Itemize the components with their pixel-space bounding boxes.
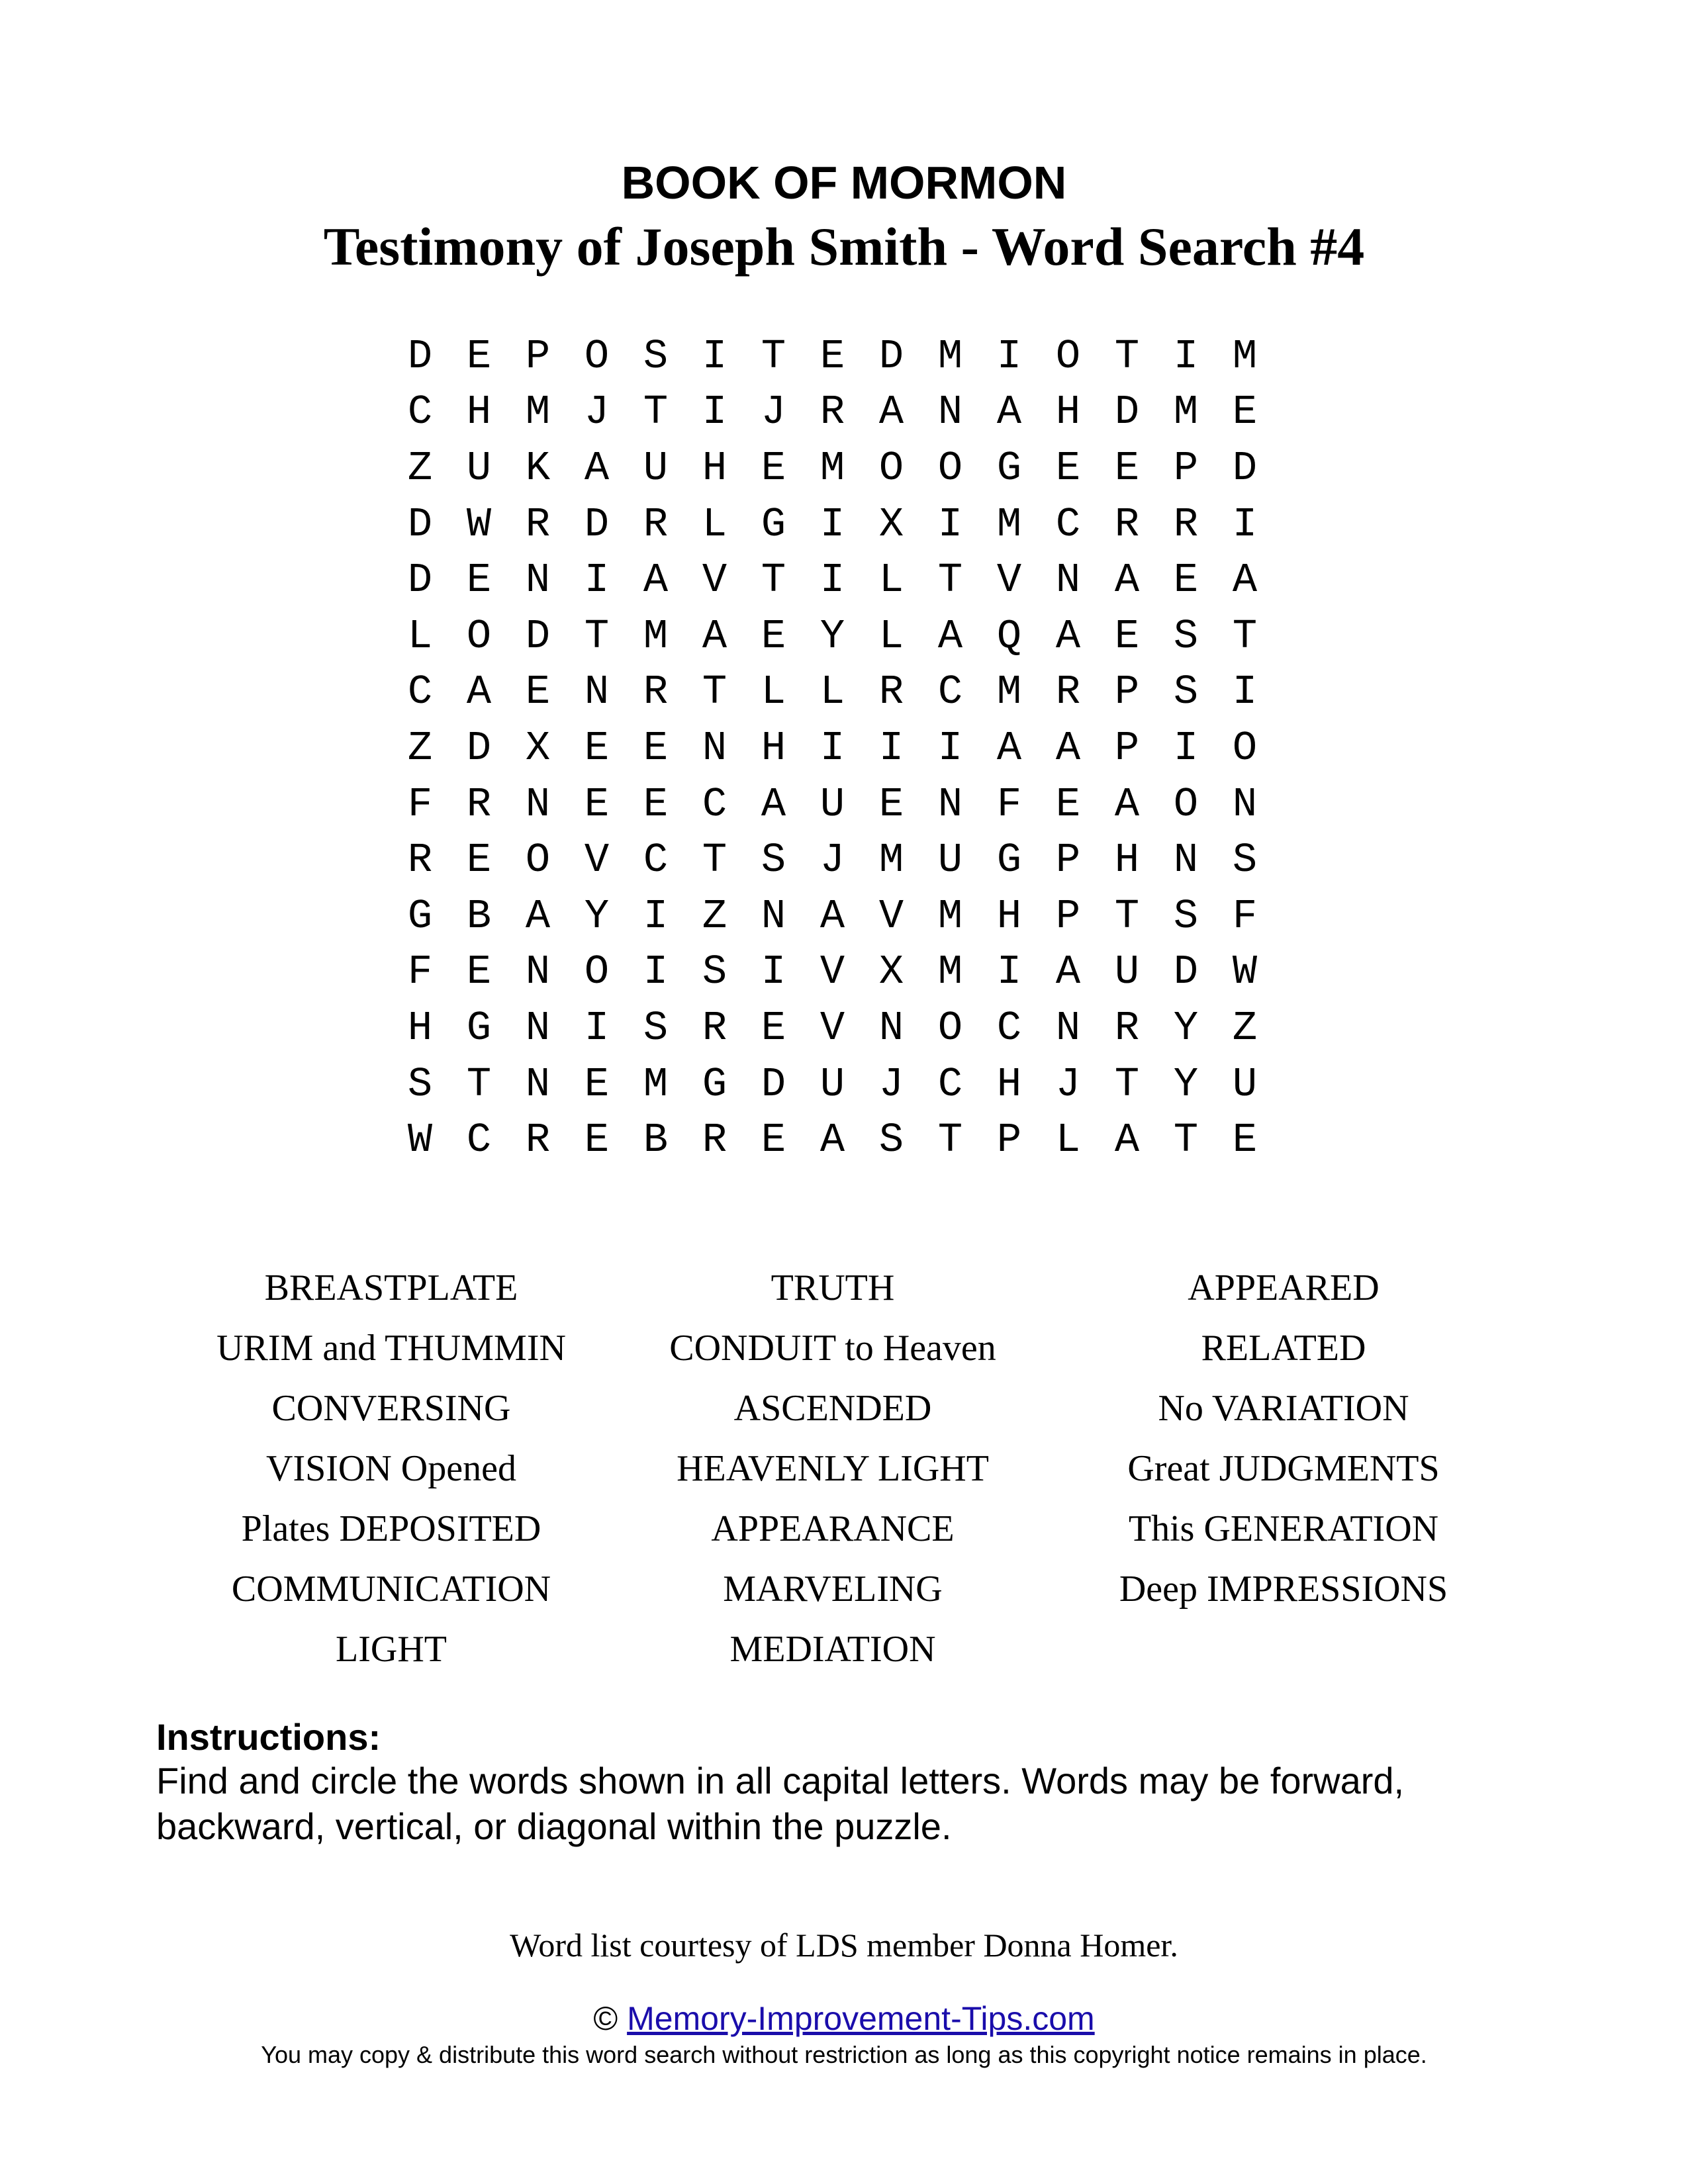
grid-letter: A <box>1114 780 1140 828</box>
grid-letter: H <box>1055 388 1081 436</box>
grid-letter: C <box>407 668 433 716</box>
grid-letter: I <box>820 500 845 548</box>
grid-letter: I <box>878 724 904 772</box>
grid-letter: I <box>643 892 669 940</box>
grid-letter: M <box>937 892 963 940</box>
grid-letter: I <box>1232 500 1258 548</box>
grid-letter: A <box>996 388 1022 436</box>
grid-letter: R <box>466 780 492 828</box>
word-item: URIM and THUMMIN <box>216 1328 566 1369</box>
word-item: CONDUIT to Heaven <box>669 1328 996 1369</box>
grid-letter: U <box>643 444 669 492</box>
grid-letter: I <box>996 332 1022 380</box>
grid-letter: S <box>643 332 669 380</box>
grid-letter: A <box>820 892 845 940</box>
word-item: MARVELING <box>723 1569 943 1610</box>
grid-letter: I <box>702 332 727 380</box>
grid-letter: I <box>584 1004 610 1052</box>
grid-letter: V <box>702 557 727 604</box>
grid-letter: L <box>761 668 786 716</box>
grid-letter: V <box>584 837 610 884</box>
grid-letter: P <box>525 332 551 380</box>
grid-letter: R <box>1173 500 1199 548</box>
grid-letter: O <box>878 444 904 492</box>
word-item: VISION Opened <box>266 1448 516 1489</box>
grid-letter: E <box>584 780 610 828</box>
grid-row <box>391 608 1274 664</box>
grid-letter: P <box>1114 668 1140 716</box>
grid-letter: U <box>1232 1060 1258 1108</box>
grid-letter: O <box>584 948 610 996</box>
grid-letter: G <box>761 500 786 548</box>
grid-letter: N <box>525 948 551 996</box>
grid-letter: T <box>937 1116 963 1164</box>
grid-letter: Z <box>1232 1004 1258 1052</box>
grid-letter: D <box>407 557 433 604</box>
grid-letter: I <box>761 948 786 996</box>
grid-letter: E <box>1232 388 1258 436</box>
grid-letter: C <box>996 1004 1022 1052</box>
grid-row <box>391 385 1274 441</box>
grid-letter: O <box>525 837 551 884</box>
grid-letter: M <box>525 388 551 436</box>
grid-letter: S <box>761 837 786 884</box>
grid-letter: U <box>1114 948 1140 996</box>
grid-letter: I <box>937 500 963 548</box>
word-list-column-3 <box>1032 1261 1535 1623</box>
grid-letter: R <box>643 500 669 548</box>
grid-letter: A <box>1232 557 1258 604</box>
word-item: APPEARED <box>1188 1267 1380 1308</box>
grid-letter: R <box>1114 500 1140 548</box>
grid-letter: X <box>878 948 904 996</box>
grid-letter: P <box>1173 444 1199 492</box>
grid-letter: G <box>466 1004 492 1052</box>
grid-letter: A <box>761 780 786 828</box>
grid-letter: N <box>525 1004 551 1052</box>
grid-letter: B <box>466 892 492 940</box>
instructions-heading: Instructions: <box>156 1716 381 1758</box>
grid-letter: S <box>702 948 727 996</box>
grid-letter: E <box>643 724 669 772</box>
grid-letter: E <box>761 444 786 492</box>
grid-letter: Y <box>820 612 845 660</box>
grid-letter: A <box>878 388 904 436</box>
grid-letter: R <box>702 1004 727 1052</box>
grid-letter: I <box>820 724 845 772</box>
word-list-column-2 <box>581 1261 1084 1683</box>
grid-letter: R <box>820 388 845 436</box>
grid-letter: N <box>1055 1004 1081 1052</box>
grid-letter: I <box>996 948 1022 996</box>
grid-letter: M <box>937 948 963 996</box>
grid-letter: D <box>466 724 492 772</box>
grid-letter: T <box>702 837 727 884</box>
grid-letter: I <box>937 724 963 772</box>
word-item: Great JUDGMENTS <box>1127 1448 1440 1489</box>
grid-letter: A <box>1114 1116 1140 1164</box>
grid-letter: T <box>1114 892 1140 940</box>
word-list-column-1 <box>140 1261 643 1683</box>
grid-letter: P <box>1114 724 1140 772</box>
grid-letter: M <box>878 837 904 884</box>
grid-letter: A <box>1055 724 1081 772</box>
grid-letter: C <box>1055 500 1081 548</box>
grid-letter: S <box>878 1116 904 1164</box>
grid-letter: B <box>643 1116 669 1164</box>
grid-row <box>391 776 1274 833</box>
grid-letter: T <box>1114 1060 1140 1108</box>
grid-letter: J <box>820 837 845 884</box>
credit-line: Word list courtesy of LDS member Donna Homer. <box>510 1927 1178 1964</box>
word-item: LIGHT <box>336 1629 447 1670</box>
grid-letter: L <box>407 612 433 660</box>
grid-letter: M <box>1173 388 1199 436</box>
grid-letter: S <box>1232 837 1258 884</box>
grid-letter: R <box>702 1116 727 1164</box>
grid-letter: M <box>643 1060 669 1108</box>
grid-letter: R <box>1055 668 1081 716</box>
grid-letter: S <box>1173 612 1199 660</box>
grid-letter: R <box>643 668 669 716</box>
grid-row <box>391 1056 1274 1113</box>
grid-letter: A <box>702 612 727 660</box>
grid-letter: I <box>820 557 845 604</box>
grid-letter: X <box>525 724 551 772</box>
grid-letter: E <box>820 332 845 380</box>
grid-letter: W <box>407 1116 433 1164</box>
grid-letter: E <box>761 1116 786 1164</box>
grid-letter: G <box>996 837 1022 884</box>
grid-letter: M <box>996 668 1022 716</box>
grid-letter: H <box>996 1060 1022 1108</box>
grid-row <box>391 720 1274 776</box>
grid-letter: Y <box>584 892 610 940</box>
grid-letter: V <box>996 557 1022 604</box>
grid-letter: E <box>584 1060 610 1108</box>
grid-row <box>391 552 1274 608</box>
grid-letter: A <box>996 724 1022 772</box>
grid-letter: H <box>702 444 727 492</box>
letter-grid <box>391 328 1274 1168</box>
grid-letter: J <box>1055 1060 1081 1108</box>
grid-letter: D <box>407 500 433 548</box>
grid-letter: H <box>996 892 1022 940</box>
grid-letter: M <box>996 500 1022 548</box>
grid-letter: K <box>525 444 551 492</box>
grid-letter: C <box>937 1060 963 1108</box>
grid-letter: D <box>878 332 904 380</box>
grid-letter: V <box>820 1004 845 1052</box>
grid-letter: T <box>466 1060 492 1108</box>
word-item: RELATED <box>1201 1328 1366 1369</box>
site-link[interactable]: Memory-Improvement-Tips.com <box>627 2000 1095 2037</box>
grid-letter: G <box>702 1060 727 1108</box>
grid-letter: T <box>761 557 786 604</box>
grid-letter: J <box>584 388 610 436</box>
grid-letter: J <box>878 1060 904 1108</box>
grid-letter: E <box>584 1116 610 1164</box>
grid-row <box>391 440 1274 496</box>
word-item: CONVERSING <box>271 1388 511 1429</box>
grid-letter: F <box>996 780 1022 828</box>
grid-letter: E <box>1114 612 1140 660</box>
word-item: ASCENDED <box>733 1388 932 1429</box>
grid-letter: E <box>466 948 492 996</box>
grid-letter: S <box>407 1060 433 1108</box>
grid-letter: I <box>1173 332 1199 380</box>
grid-letter: A <box>1055 948 1081 996</box>
word-item: Deep IMPRESSIONS <box>1119 1569 1448 1610</box>
grid-letter: V <box>878 892 904 940</box>
grid-letter: G <box>996 444 1022 492</box>
grid-row <box>391 944 1274 1001</box>
grid-letter: O <box>1173 780 1199 828</box>
grid-letter: C <box>407 388 433 436</box>
grid-letter: E <box>878 780 904 828</box>
word-item: HEAVENLY LIGHT <box>677 1448 989 1489</box>
grid-letter: E <box>643 780 669 828</box>
grid-row <box>391 496 1274 553</box>
grid-letter: E <box>761 612 786 660</box>
grid-letter: S <box>643 1004 669 1052</box>
grid-letter: E <box>1173 557 1199 604</box>
grid-letter: M <box>1232 332 1258 380</box>
grid-letter: H <box>761 724 786 772</box>
grid-letter: T <box>584 612 610 660</box>
grid-letter: A <box>584 444 610 492</box>
grid-letter: E <box>1114 444 1140 492</box>
grid-letter: E <box>584 724 610 772</box>
word-item: TRUTH <box>771 1267 895 1308</box>
grid-letter: X <box>878 500 904 548</box>
grid-letter: L <box>702 500 727 548</box>
grid-letter: I <box>584 557 610 604</box>
grid-letter: M <box>820 444 845 492</box>
grid-letter: N <box>1173 837 1199 884</box>
grid-letter: T <box>702 668 727 716</box>
grid-letter: D <box>1173 948 1199 996</box>
grid-letter: H <box>407 1004 433 1052</box>
grid-letter: N <box>937 780 963 828</box>
grid-letter: U <box>937 837 963 884</box>
grid-letter: E <box>466 557 492 604</box>
copyright-symbol: © <box>593 2000 618 2037</box>
grid-letter: W <box>1232 948 1258 996</box>
grid-letter: C <box>702 780 727 828</box>
grid-letter: O <box>466 612 492 660</box>
grid-letter: L <box>878 557 904 604</box>
grid-letter: U <box>466 444 492 492</box>
grid-letter: O <box>584 332 610 380</box>
grid-letter: R <box>1114 1004 1140 1052</box>
grid-letter: S <box>1173 892 1199 940</box>
grid-letter: T <box>1114 332 1140 380</box>
grid-letter: E <box>466 837 492 884</box>
grid-letter: C <box>937 668 963 716</box>
copyright-line <box>0 1997 1688 2040</box>
grid-letter: A <box>820 1116 845 1164</box>
grid-letter: A <box>525 892 551 940</box>
word-item: No VARIATION <box>1158 1388 1409 1429</box>
grid-row <box>391 1000 1274 1056</box>
grid-letter: N <box>525 780 551 828</box>
grid-row <box>391 1112 1274 1168</box>
grid-letter: H <box>466 388 492 436</box>
grid-letter: N <box>702 724 727 772</box>
page-subtitle: Testimony of Joseph Smith - Word Search #4 <box>323 216 1365 277</box>
grid-letter: V <box>820 948 845 996</box>
grid-letter: L <box>878 612 904 660</box>
grid-letter: P <box>1055 892 1081 940</box>
grid-letter: F <box>407 948 433 996</box>
grid-letter: O <box>937 1004 963 1052</box>
grid-letter: R <box>525 500 551 548</box>
grid-letter: H <box>1114 837 1140 884</box>
grid-letter: I <box>1173 724 1199 772</box>
grid-letter: L <box>1055 1116 1081 1164</box>
grid-letter: Y <box>1173 1060 1199 1108</box>
grid-letter: S <box>1173 668 1199 716</box>
grid-letter: E <box>1055 444 1081 492</box>
grid-letter: R <box>407 837 433 884</box>
grid-letter: E <box>1055 780 1081 828</box>
grid-letter: G <box>407 892 433 940</box>
grid-letter: N <box>525 1060 551 1108</box>
grid-letter: C <box>466 1116 492 1164</box>
grid-letter: T <box>1173 1116 1199 1164</box>
grid-letter: N <box>584 668 610 716</box>
grid-letter: Y <box>1173 1004 1199 1052</box>
grid-letter: A <box>466 668 492 716</box>
grid-letter: D <box>1232 444 1258 492</box>
instructions-text: Find and circle the words shown in all capital letters. Words may be forward, backward, vertical, or diagonal within the puzzle. <box>156 1760 1405 1847</box>
grid-row <box>391 832 1274 888</box>
grid-letter: P <box>996 1116 1022 1164</box>
grid-letter: E <box>1232 1116 1258 1164</box>
grid-letter: P <box>1055 837 1081 884</box>
word-item: BREASTPLATE <box>264 1267 518 1308</box>
grid-letter: A <box>937 612 963 660</box>
grid-row <box>391 328 1274 385</box>
grid-row <box>391 888 1274 944</box>
grid-letter: O <box>1232 724 1258 772</box>
grid-letter: T <box>937 557 963 604</box>
grid-letter: D <box>1114 388 1140 436</box>
grid-letter: N <box>1232 780 1258 828</box>
grid-letter: J <box>761 388 786 436</box>
grid-letter: M <box>937 332 963 380</box>
grid-letter: D <box>525 612 551 660</box>
grid-letter: E <box>525 668 551 716</box>
grid-letter: I <box>643 948 669 996</box>
word-item: APPEARANCE <box>711 1508 955 1549</box>
grid-letter: T <box>761 332 786 380</box>
grid-letter: I <box>702 388 727 436</box>
grid-letter: T <box>1232 612 1258 660</box>
word-item: MEDIATION <box>729 1629 936 1670</box>
grid-letter: Z <box>407 444 433 492</box>
page-title: BOOK OF MORMON <box>621 157 1067 208</box>
grid-letter: N <box>937 388 963 436</box>
grid-row <box>391 664 1274 721</box>
grid-letter: D <box>407 332 433 380</box>
word-item: Plates DEPOSITED <box>241 1508 541 1549</box>
grid-letter: N <box>878 1004 904 1052</box>
grid-letter: O <box>937 444 963 492</box>
grid-letter: U <box>820 780 845 828</box>
word-item: COMMUNICATION <box>231 1569 551 1610</box>
grid-letter: Z <box>702 892 727 940</box>
grid-letter: Q <box>996 612 1022 660</box>
grid-letter: R <box>525 1116 551 1164</box>
grid-letter: A <box>643 557 669 604</box>
grid-letter: A <box>1055 612 1081 660</box>
grid-letter: E <box>761 1004 786 1052</box>
copyright-notice: You may copy & distribute this word search without restriction as long as this copyright notice remains in place. <box>261 2041 1427 2068</box>
grid-letter: F <box>407 780 433 828</box>
grid-letter: C <box>643 837 669 884</box>
grid-letter: R <box>878 668 904 716</box>
grid-letter: D <box>761 1060 786 1108</box>
grid-letter: D <box>584 500 610 548</box>
grid-letter: T <box>643 388 669 436</box>
grid-letter: N <box>761 892 786 940</box>
grid-letter: U <box>820 1060 845 1108</box>
grid-letter: M <box>643 612 669 660</box>
grid-letter: F <box>1232 892 1258 940</box>
grid-letter: W <box>466 500 492 548</box>
grid-letter: N <box>525 557 551 604</box>
grid-letter: A <box>1114 557 1140 604</box>
grid-letter: O <box>1055 332 1081 380</box>
grid-letter: L <box>820 668 845 716</box>
grid-letter: E <box>466 332 492 380</box>
word-item: This GENERATION <box>1128 1508 1439 1549</box>
grid-letter: Z <box>407 724 433 772</box>
grid-letter: I <box>1232 668 1258 716</box>
grid-letter: N <box>1055 557 1081 604</box>
